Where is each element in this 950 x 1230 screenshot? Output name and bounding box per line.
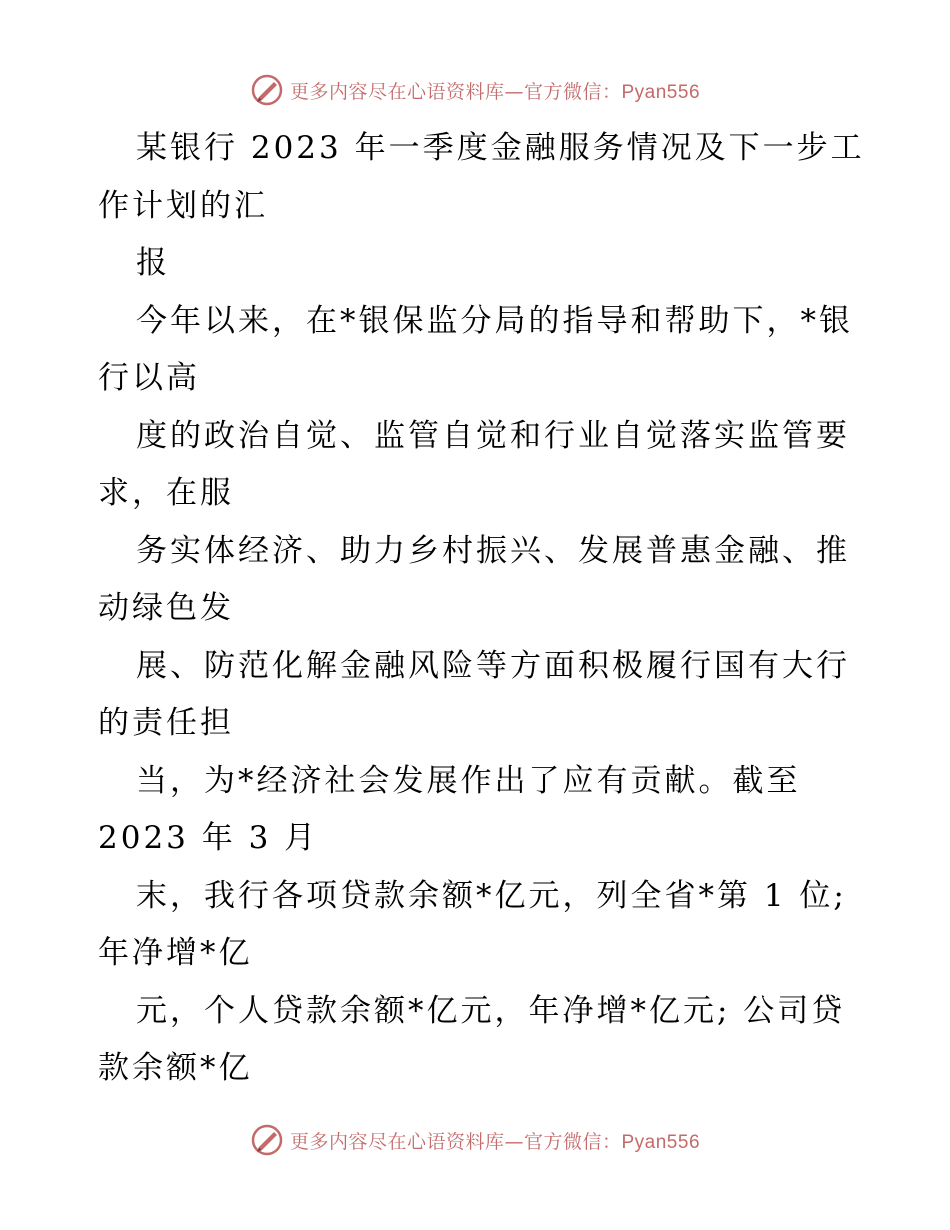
watermark-wechat-id: Pyan556: [621, 81, 701, 103]
text-line: 展、防范化解金融风险等方面积极履行国有大行: [136, 647, 850, 684]
text-line: 行以高: [98, 360, 200, 396]
watermark-brand-text: 更多内容尽在心语资料库—官方微信：: [289, 1130, 622, 1153]
text-line: 作计划的汇: [98, 187, 268, 224]
text-line: 动绿色发: [98, 590, 234, 626]
text-line: 报: [136, 245, 170, 281]
watermark-wechat-id: Pyan556: [621, 1131, 701, 1153]
text-line: 的责任担: [98, 705, 234, 741]
text-line: 某银行 2023 年一季度金融服务情况及下一步工: [136, 130, 865, 166]
text-line: 今年以来，在*银保监分局的指导和帮助下，*银: [136, 302, 853, 339]
text-line: 年净增*亿: [98, 935, 253, 971]
document-body: [98, 120, 865, 1098]
text-line: 度的政治自觉、监管自觉和行业自觉落实监管要: [136, 417, 850, 454]
text-line: 2023 年 3 月: [98, 820, 319, 856]
watermark-brand-text: 更多内容尽在心语资料库—官方微信：: [289, 80, 622, 103]
text-line: 务实体经济、助力乡村振兴、发展普惠金融、推: [136, 532, 850, 569]
text-line: 元，个人贷款余额*亿元，年净增*亿元; 公司贷: [136, 992, 846, 1029]
footer-watermark: [0, 1120, 950, 1160]
text-line: 末，我行各项贷款余额*亿元，列全省*第 1 位;: [136, 877, 847, 914]
pen-seal-logo-icon: [250, 1123, 284, 1157]
pen-seal-logo-icon: [250, 73, 284, 107]
watermark-text: [290, 77, 700, 104]
text-line: 求，在服: [98, 475, 234, 511]
text-line: 当，为*经济社会发展作出了应有贡献。截至: [136, 762, 801, 799]
watermark-text: [290, 1127, 700, 1154]
header-watermark: [0, 70, 950, 110]
text-line: 款余额*亿: [98, 1050, 253, 1086]
